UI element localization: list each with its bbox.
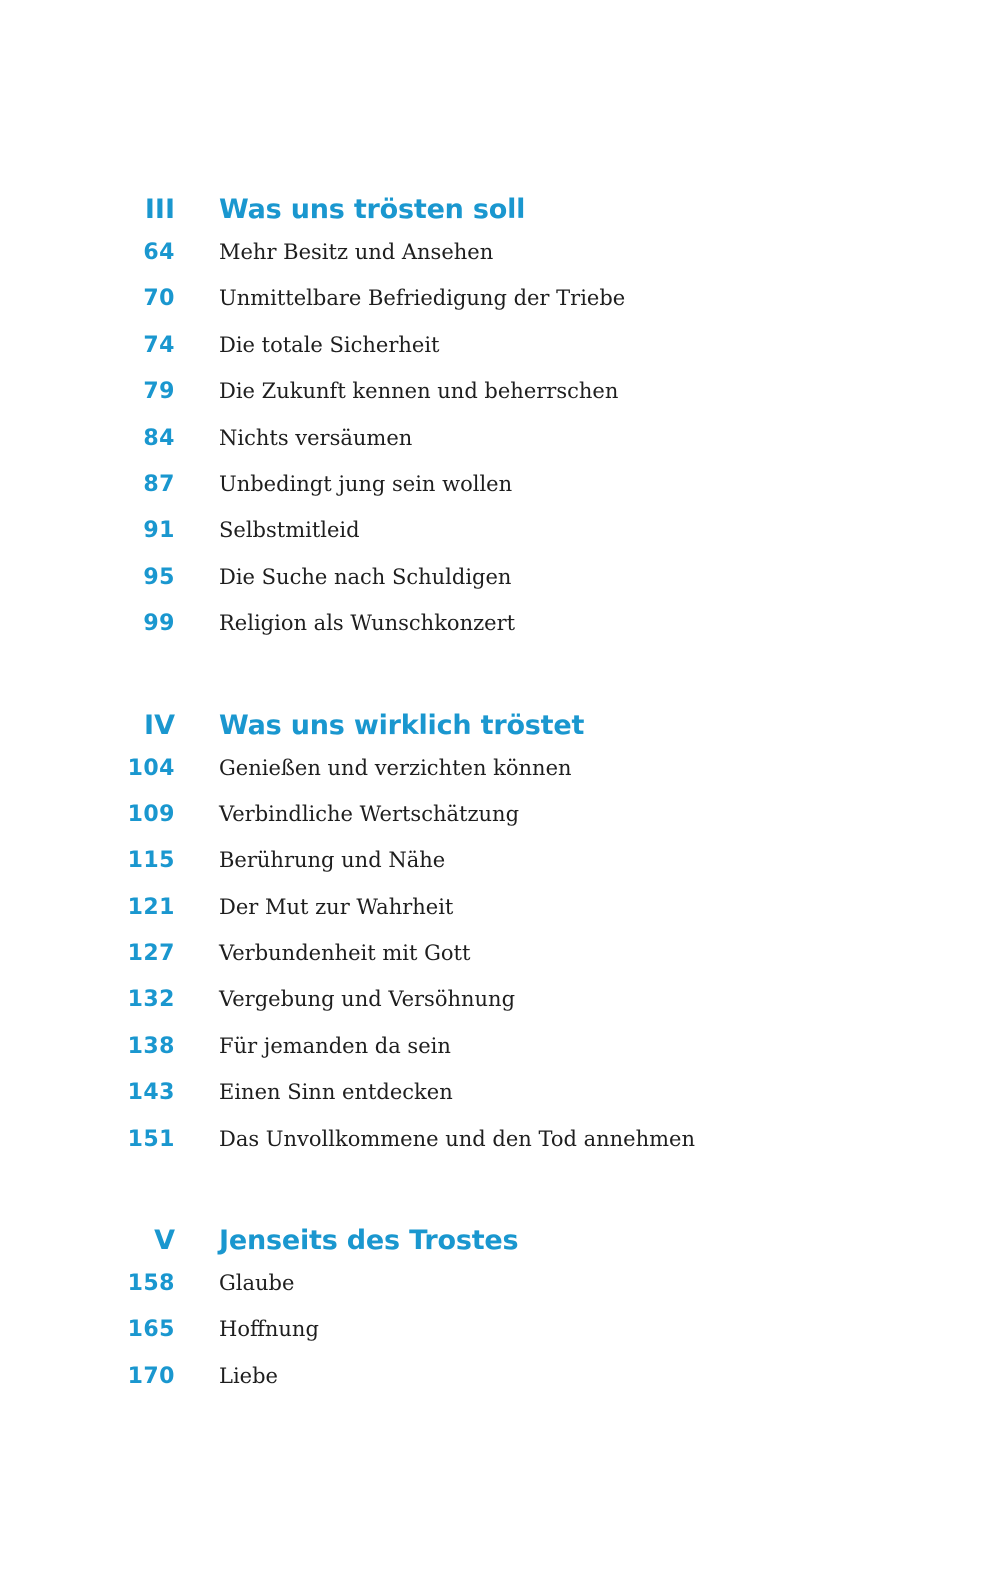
page-number: 165 [127, 1317, 175, 1343]
section-heading [0, 194, 1000, 240]
chapter-title: Vergebung und Versöhnung [219, 987, 516, 1012]
chapter-title: Religion als Wunschkonzert [219, 611, 516, 636]
toc-section-4 [0, 710, 1000, 1174]
page-number: 104 [127, 755, 175, 781]
toc-entry[interactable] [0, 802, 1000, 848]
chapter-title: Unmittelbare Befriedigung der Triebe [219, 286, 626, 311]
toc-entry[interactable] [0, 1364, 1000, 1410]
chapter-title: Die Zukunft kennen und beherrschen [219, 379, 619, 404]
section-heading [0, 1225, 1000, 1271]
chapter-title: Das Unvollkommene und den Tod annehmen [219, 1126, 695, 1151]
page-number: 84 [143, 425, 175, 451]
toc-entry[interactable] [0, 1271, 1000, 1317]
chapter-title: Für jemanden da sein [219, 1033, 451, 1058]
chapter-title: Glaube [219, 1271, 295, 1296]
toc-entry[interactable] [0, 472, 1000, 518]
table-of-contents [0, 194, 1000, 1462]
section-title: Was uns wirklich tröstet [219, 709, 585, 741]
section-title: Jenseits des Trostes [219, 1225, 519, 1257]
page-number: 64 [143, 240, 175, 265]
toc-entry[interactable] [0, 333, 1000, 379]
page-number: 95 [143, 564, 175, 590]
toc-entry[interactable] [0, 286, 1000, 332]
toc-entry[interactable] [0, 379, 1000, 425]
toc-entry[interactable] [0, 1080, 1000, 1126]
chapter-title: Berührung und Nähe [219, 848, 446, 873]
page-number: 138 [127, 1033, 175, 1059]
chapter-title: Selbstmitleid [219, 518, 360, 543]
toc-entry[interactable] [0, 941, 1000, 987]
toc-section-5 [0, 1225, 1000, 1410]
toc-entry[interactable] [0, 611, 1000, 657]
toc-entry[interactable] [0, 240, 1000, 286]
chapter-title: Der Mut zur Wahrheit [219, 894, 454, 919]
chapter-title: Hoffnung [219, 1317, 319, 1342]
section-heading [0, 710, 1000, 756]
toc-entry[interactable] [0, 1317, 1000, 1363]
page-number: 91 [143, 518, 175, 544]
toc-entry[interactable] [0, 987, 1000, 1033]
toc-entry[interactable] [0, 895, 1000, 941]
chapter-title: Unbedingt jung sein wollen [219, 471, 513, 496]
chapter-title: Verbindliche Wertschätzung [219, 801, 520, 826]
page-number: 79 [143, 379, 175, 405]
page-number: 74 [143, 332, 175, 358]
chapter-title: Verbundenheit mit Gott [219, 941, 471, 966]
chapter-title: Liebe [219, 1363, 278, 1388]
section-number: IV [144, 709, 175, 741]
chapter-title: Genießen und verzichten können [219, 755, 572, 780]
toc-section-3 [0, 194, 1000, 658]
page-number: 170 [127, 1363, 175, 1389]
toc-entry[interactable] [0, 1034, 1000, 1080]
page-number: 115 [127, 848, 175, 874]
section-number: V [154, 1225, 175, 1257]
toc-entry[interactable] [0, 756, 1000, 802]
toc-entry[interactable] [0, 1127, 1000, 1173]
page-number: 143 [127, 1080, 175, 1106]
section-number: III [144, 194, 175, 225]
page-number: 70 [143, 286, 175, 312]
chapter-title: Die Suche nach Schuldigen [219, 564, 512, 589]
page-number: 151 [127, 1126, 175, 1152]
chapter-title: Einen Sinn entdecken [219, 1080, 453, 1105]
page-number: 127 [127, 941, 175, 967]
section-title: Was uns trösten soll [219, 194, 526, 225]
toc-entry[interactable] [0, 848, 1000, 894]
toc-entry[interactable] [0, 565, 1000, 611]
chapter-title: Mehr Besitz und Ansehen [219, 240, 494, 264]
page-number: 132 [127, 987, 175, 1013]
page-number: 121 [127, 894, 175, 920]
page-number: 109 [127, 801, 175, 827]
toc-entry[interactable] [0, 426, 1000, 472]
chapter-title: Nichts versäumen [219, 425, 413, 450]
toc-entry[interactable] [0, 518, 1000, 564]
chapter-title: Die totale Sicherheit [219, 332, 440, 357]
page-number: 87 [143, 471, 175, 497]
page-number: 99 [143, 611, 175, 637]
page-number: 158 [127, 1271, 175, 1297]
